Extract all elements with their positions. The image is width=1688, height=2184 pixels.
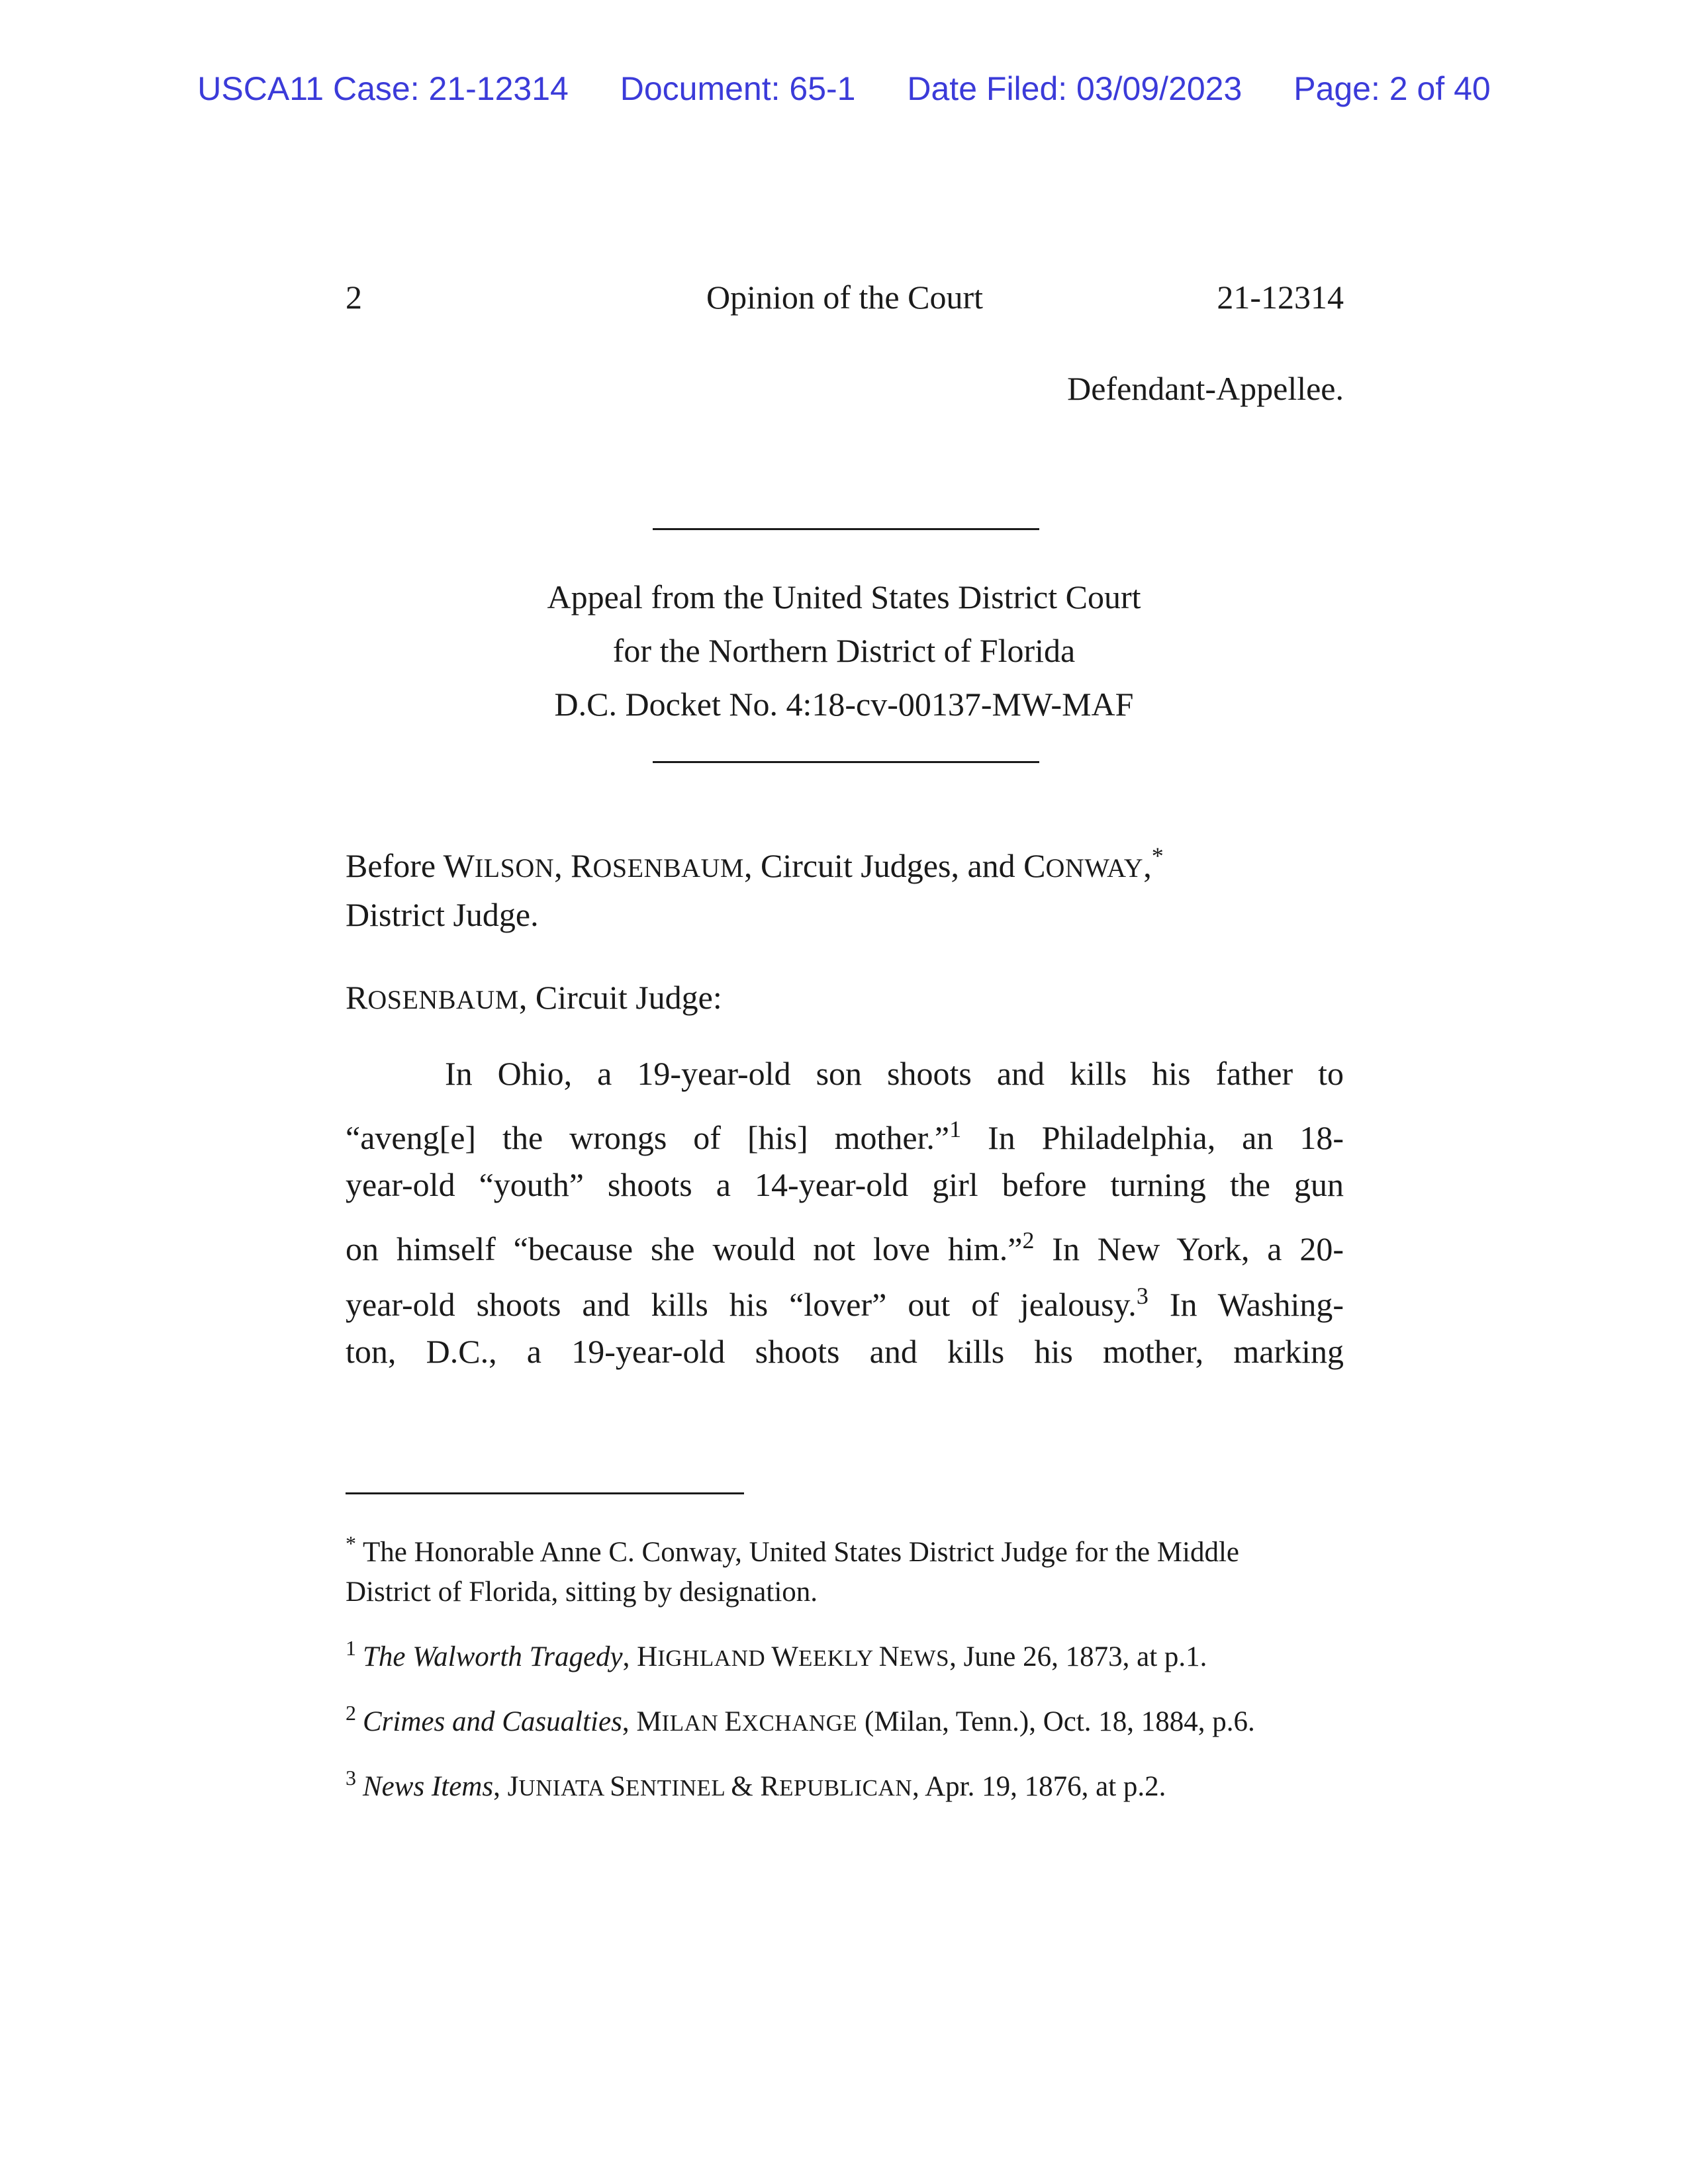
- opinion-body: [346, 1046, 1344, 1379]
- footnote-3-mark: 3: [346, 1766, 356, 1790]
- appeal-line-2: for the Northern District of Florida: [612, 632, 1076, 669]
- judge-rosenbaum-initial: R: [571, 847, 593, 884]
- panel-mid-text: , Circuit Judges, and: [743, 847, 1024, 884]
- footnote-1-pub-part: EEKLY: [798, 1645, 879, 1671]
- stamp-document: Document: 65-1: [620, 70, 856, 107]
- page-number: 2: [346, 279, 362, 316]
- body-line-4-cont: In New York, a 20-: [1034, 1230, 1344, 1267]
- body-line-4: [346, 1212, 1344, 1268]
- footnote-3-pub-part: EPUBLICAN: [779, 1775, 912, 1801]
- body-line-3: year-old “youth” shoots a 14-year-old girl before turning the gun: [346, 1166, 1344, 1203]
- footnote-divider: [346, 1492, 744, 1494]
- footnote-1-pub-part: N: [878, 1641, 900, 1672]
- body-line-2-cont: In Philadelphia, an 18-: [961, 1119, 1344, 1156]
- body-line-5: [346, 1268, 1344, 1324]
- stamp-case: USCA11 Case: 21-12314: [197, 70, 569, 107]
- divider-top: [653, 528, 1039, 530]
- footnote-star: [346, 1524, 1344, 1612]
- judge-wilson-rest: ILSON: [474, 853, 555, 883]
- stamp-date-filed: Date Filed: 03/09/2023: [907, 70, 1243, 107]
- panel-statement: [346, 833, 1344, 938]
- footnote-1-title: The Walworth Tragedy: [363, 1641, 623, 1672]
- panel-sep: ,: [554, 847, 571, 884]
- footnote-3-pub-part: &: [731, 1771, 761, 1802]
- footnote-3-sep: ,: [493, 1771, 508, 1802]
- header-title: Opinion of the Court: [706, 279, 984, 316]
- footnote-ref-1[interactable]: 1: [949, 1116, 962, 1142]
- panel-line-1: [346, 833, 1344, 891]
- footnote-2: [346, 1693, 1344, 1743]
- footnote-1-pub-part: EWS: [899, 1645, 950, 1671]
- footnote-2-rest: (Milan, Tenn.), Oct. 18, 1884, p.6.: [857, 1706, 1255, 1737]
- body-line-5-text: year-old shoots and kills his “lover” out of jealousy.: [346, 1286, 1137, 1323]
- header-case-number: 21-12314: [1217, 279, 1344, 316]
- footnote-2-pub-part: E: [724, 1706, 742, 1737]
- footnote-star-text: The Honorable Anne C. Conway, United States District Judge for the Middle: [363, 1537, 1239, 1568]
- appeal-line-3: D.C. Docket No. 4:18-cv-00137-MW-MAF: [554, 686, 1134, 723]
- footnote-2-sep: ,: [622, 1706, 637, 1737]
- body-line-1: In Ohio, a 19-year-old son shoots and kills his father to: [445, 1055, 1344, 1092]
- footnote-3-pub-part: UNIATA: [518, 1775, 610, 1801]
- appeal-block: [0, 570, 1688, 731]
- footnote-2-pub-part: ILAN: [661, 1710, 725, 1736]
- judge-conway-initial: C: [1023, 847, 1046, 884]
- footnote-1-mark: 1: [346, 1636, 356, 1660]
- footnote-star-mark: *: [346, 1531, 356, 1555]
- footnote-1-pub-part: H: [637, 1641, 658, 1672]
- body-line-2: [346, 1101, 1344, 1157]
- footnote-3-pub-part: ENTINEL: [626, 1775, 731, 1801]
- author-suffix: , Circuit Judge:: [518, 979, 722, 1016]
- footnote-ref-2[interactable]: 2: [1022, 1227, 1035, 1253]
- judge-wilson-initial: W: [443, 847, 475, 884]
- footnote-1-sep: ,: [622, 1641, 637, 1672]
- footnote-3-pub-part: S: [610, 1771, 626, 1802]
- running-header: [346, 278, 1344, 324]
- author-initial: R: [346, 979, 368, 1016]
- body-line-4-text: on himself “because she would not love him.”: [346, 1230, 1023, 1267]
- footnote-2-title: Crimes and Casualties: [363, 1706, 622, 1737]
- stamp-page: Page: 2 of 40: [1293, 70, 1491, 107]
- divider-bottom: [653, 761, 1039, 763]
- footnote-1-pub-part: IGHLAND: [657, 1645, 772, 1671]
- footnote-3: [346, 1758, 1344, 1808]
- footnote-2-pub-part: M: [636, 1706, 662, 1737]
- panel-comma: ,: [1143, 847, 1152, 884]
- footnote-3-pub-part: J: [507, 1771, 519, 1802]
- footnote-3-title: News Items: [363, 1771, 494, 1802]
- footnote-1: [346, 1628, 1344, 1678]
- before-text: Before: [346, 847, 444, 884]
- judge-conway-rest: ONWAY: [1045, 853, 1144, 883]
- appeal-line-1: Appeal from the United States District Court: [547, 578, 1141, 615]
- judge-rosenbaum-rest: OSENBAUM: [592, 853, 744, 883]
- filing-stamp: [0, 69, 1688, 108]
- footnote-star-line-2: District of Florida, sitting by designation.: [346, 1576, 818, 1608]
- body-line-5-cont: In Washing-: [1148, 1286, 1344, 1323]
- panel-line-2: District Judge.: [346, 896, 539, 933]
- body-line-2-text: “aveng[e] the wrongs of [his] mother.”: [346, 1119, 950, 1156]
- footnote-2-mark: 2: [346, 1701, 356, 1725]
- footnote-3-rest: , Apr. 19, 1876, at p.2.: [912, 1771, 1166, 1802]
- opinion-author: [346, 978, 722, 1017]
- party-designation: Defendant-Appellee.: [1067, 370, 1344, 407]
- body-line-6: ton, D.C., a 19-year-old shoots and kills his mother, marking: [346, 1333, 1344, 1370]
- author-rest: OSENBAUM: [367, 985, 519, 1015]
- footnote-star-line-1: [346, 1524, 1344, 1572]
- footnote-1-pub-part: W: [771, 1641, 798, 1672]
- star-footnote-ref[interactable]: *: [1151, 842, 1164, 869]
- footnote-ref-3[interactable]: 3: [1136, 1283, 1149, 1309]
- footnote-3-pub-part: R: [760, 1771, 780, 1802]
- footnote-2-pub-part: XCHANGE: [741, 1710, 858, 1736]
- footnote-1-rest: , June 26, 1873, at p.1.: [949, 1641, 1207, 1672]
